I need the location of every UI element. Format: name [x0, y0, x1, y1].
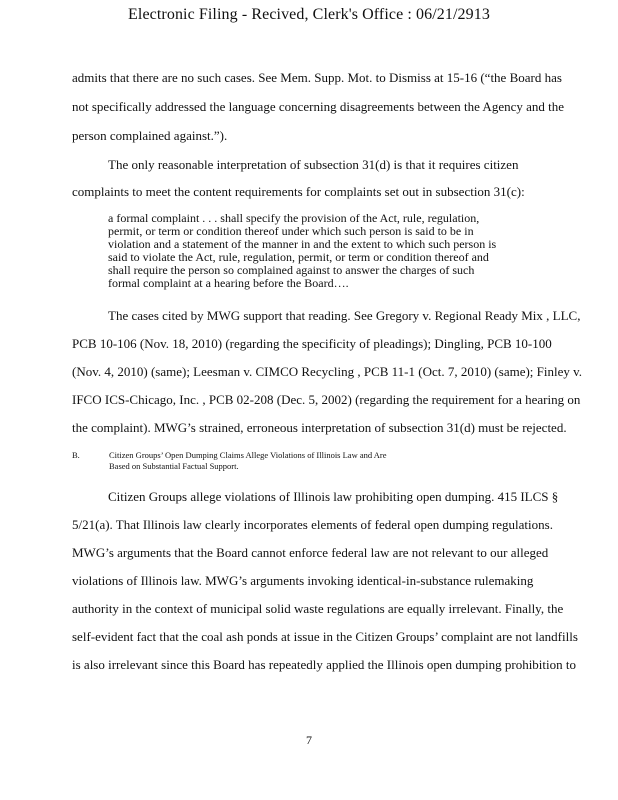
- body-line: (Nov. 4, 2010) (same); Leesman v. CIMCO Recycling , PCB 11-1 (Oct. 7, 2010) (same); Finley v.: [72, 364, 583, 379]
- section-letter: B.: [72, 450, 80, 460]
- body-line: The cases cited by MWG support that reading. See Gregory v. Regional Ready Mix , LLC,: [108, 308, 581, 323]
- body-line: MWG’s arguments that the Board cannot enforce federal law are not relevant to our alleged: [72, 545, 549, 560]
- body-line: authority in the context of municipal solid waste regulations are equally irrelevant. Finally, the: [72, 601, 564, 616]
- body-line: admits that there are no such cases. See Mem. Supp. Mot. to Dismiss at 15-16 (“the Board has: [72, 70, 562, 85]
- block-quote-line: formal complaint at a hearing before the Board….: [108, 276, 349, 290]
- body-line: IFCO ICS-Chicago, Inc. , PCB 02-208 (Dec. 5, 2002) (regarding the requirement for a hearing on: [72, 392, 581, 407]
- body-line: PCB 10-106 (Nov. 18, 2010) (regarding the specificity of pleadings); Dingling, PCB 10-100: [72, 336, 552, 351]
- body-line: complaints to meet the content requirements for complaints set out in subsection 31(c):: [72, 184, 525, 199]
- body-line: not specifically addressed the language concerning disagreements between the Agency and the: [72, 99, 565, 114]
- body-line: violations of Illinois law. MWG’s arguments invoking identical-in-substance rulemaking: [72, 573, 534, 588]
- body-line: 5/21(a). That Illinois law clearly incorporates elements of federal open dumping regulations.: [72, 517, 553, 532]
- electronic-filing-header: Electronic Filing - Recived, Clerk's Office : 06/21/2913: [128, 6, 490, 23]
- block-quote-line: said to violate the Act, rule, regulation, permit, or term or condition thereof and: [108, 250, 489, 264]
- block-quote-line: a formal complaint . . . shall specify the provision of the Act, rule, regulation,: [108, 211, 480, 225]
- body-line: is also irrelevant since this Board has repeatedly applied the Illinois open dumping prohibition to: [72, 657, 577, 672]
- section-heading-line: Based on Substantial Factual Support.: [109, 461, 239, 471]
- body-line: person complained against.”).: [72, 128, 228, 143]
- body-line: self-evident fact that the coal ash ponds at issue in the Citizen Groups’ complaint are not landfills: [72, 629, 578, 644]
- section-heading-line: Citizen Groups’ Open Dumping Claims Allege Violations of Illinois Law and Are: [109, 450, 387, 460]
- page-number: 7: [306, 733, 312, 747]
- block-quote-line: permit, or term or condition thereof under which such person is said to be in: [108, 224, 474, 238]
- block-quote-line: shall require the person so complained against to answer the charges of such: [108, 263, 475, 277]
- body-line: Citizen Groups allege violations of Illinois law prohibiting open dumping. 415 ILCS §: [108, 489, 559, 504]
- body-line: the complaint). MWG’s strained, erroneous interpretation of subsection 31(d) must be rejected.: [72, 420, 567, 435]
- block-quote-line: violation and a statement of the manner in and the extent to which such person is: [108, 237, 497, 251]
- body-line: The only reasonable interpretation of subsection 31(d) is that it requires citizen: [108, 157, 519, 172]
